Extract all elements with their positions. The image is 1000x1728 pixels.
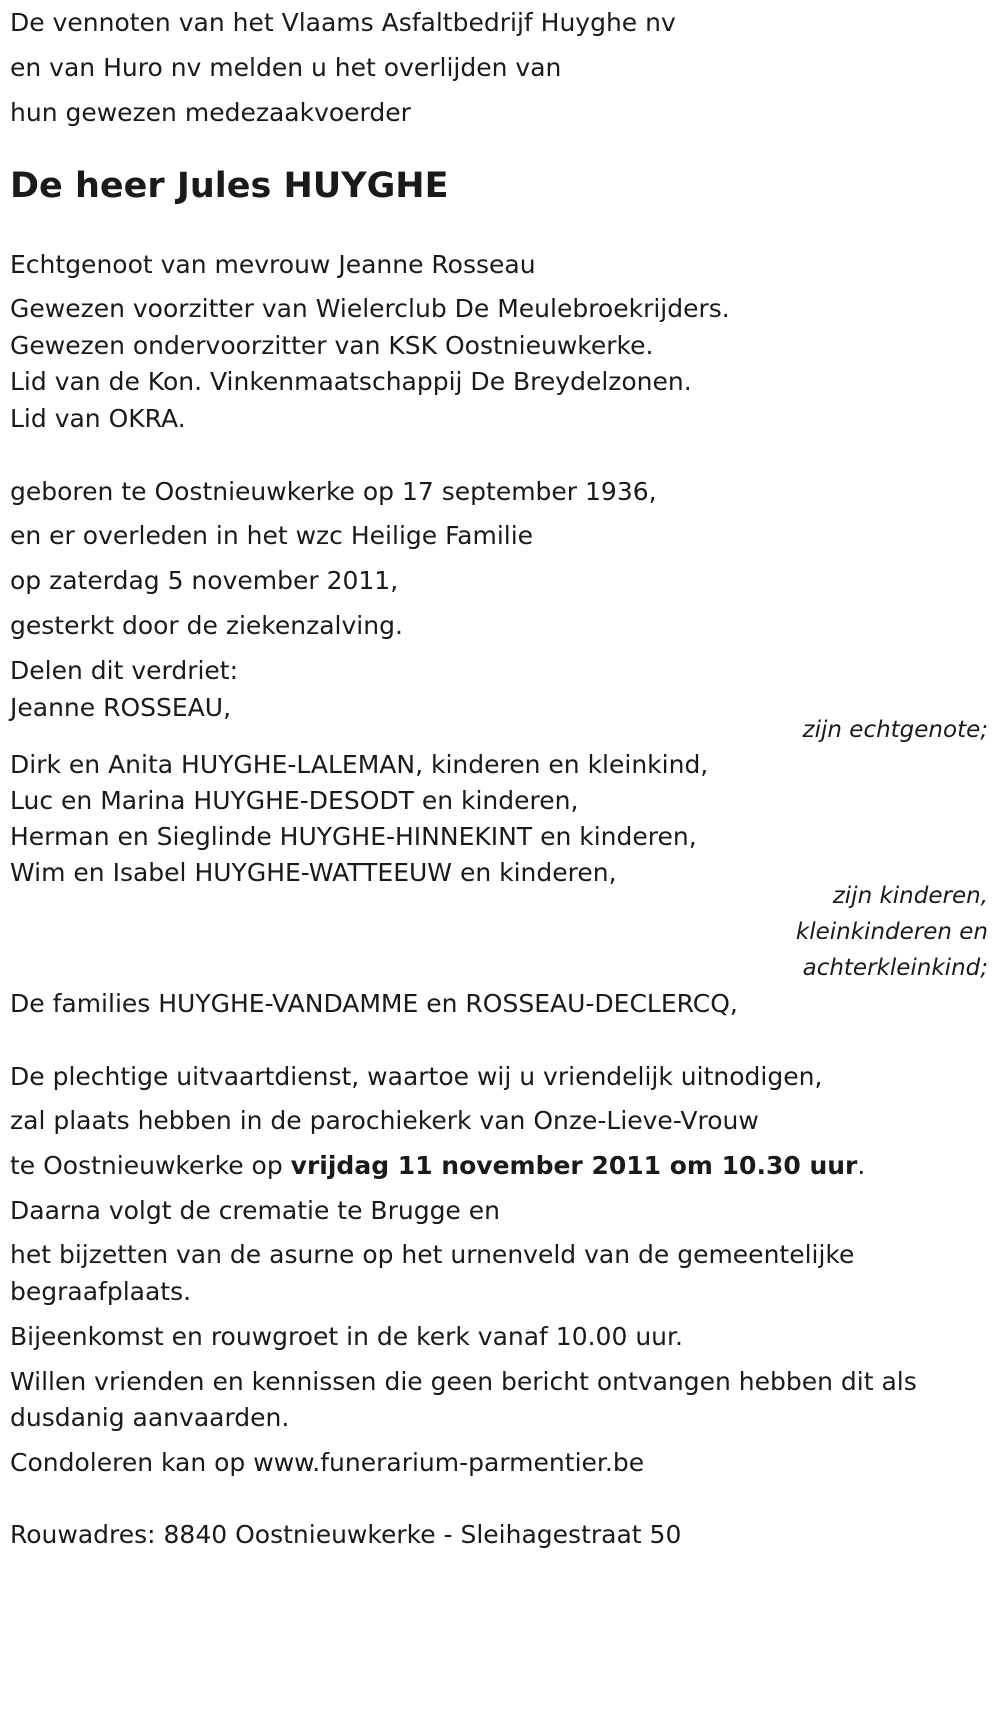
birth-line: geboren te Oostnieuwkerke op 17 september 1936, — [10, 477, 657, 506]
child-line-3: Herman en Sieglinde HUYGHE-HINNEKINT en kinderen, — [10, 822, 697, 851]
service-date-suffix: . — [857, 1151, 866, 1180]
deceased-name: De heer Jules HUYGHE — [10, 166, 449, 206]
role-line-1: Gewezen voorzitter van Wielerclub De Meulebroekrijders. — [10, 294, 730, 323]
notice-line-2: dusdanig aanvaarden. — [10, 1403, 290, 1432]
intro-line-1: De vennoten van het Vlaams Asfaltbedrijf Huyghe nv — [10, 8, 676, 37]
service-date-prefix: te Oostnieuwkerke op — [10, 1151, 291, 1180]
spouse-name: Jeanne ROSSEAU, — [10, 693, 232, 722]
families-line: De families HUYGHE-VANDAMME en ROSSEAU-DECLERCQ, — [10, 989, 738, 1018]
service-line-3 — [10, 1151, 865, 1181]
gathering-line: Bijeenkomst en rouwgroet in de kerk vanaf 10.00 uur. — [10, 1322, 683, 1351]
cremation-line: Daarna volgt de crematie te Brugge en — [10, 1196, 500, 1225]
notice-line-1: Willen vrienden en kennissen die geen bericht ontvangen hebben dit als — [10, 1367, 917, 1396]
mourners-heading: Delen dit verdriet: — [10, 656, 239, 685]
role-line-4: Lid van OKRA. — [10, 404, 186, 433]
spouse-line: Echtgenoot van mevrouw Jeanne Rosseau — [10, 250, 536, 279]
child-line-2: Luc en Marina HUYGHE-DESODT en kinderen, — [10, 786, 579, 815]
intro-line-2: en van Huro nv melden u het overlijden van — [10, 53, 562, 82]
death-date-line: op zaterdag 5 november 2011, — [10, 566, 399, 595]
intro-line-3: hun gewezen medezaakvoerder — [10, 98, 411, 127]
condolence-line: Condoleren kan op www.funerarium-parmentier.be — [10, 1448, 645, 1477]
children-relation-3: achterkleinkind; — [802, 955, 988, 981]
sacrament-line: gesterkt door de ziekenzalving. — [10, 611, 403, 640]
service-line-1: De plechtige uitvaartdienst, waartoe wij u vriendelijk uitnodigen, — [10, 1062, 823, 1091]
urn-line-2: begraafplaats. — [10, 1277, 192, 1306]
urn-line-1: het bijzetten van de asurne op het urnenveld van de gemeentelijke — [10, 1240, 855, 1269]
role-line-2: Gewezen ondervoorzitter van KSK Oostnieuwkerke. — [10, 331, 654, 360]
address-line: Rouwadres: 8840 Oostnieuwkerke - Sleihagestraat 50 — [10, 1520, 682, 1549]
role-line-3: Lid van de Kon. Vinkenmaatschappij De Breydelzonen. — [10, 367, 692, 396]
service-line-2: zal plaats hebben in de parochiekerk van Onze-Lieve-Vrouw — [10, 1106, 759, 1135]
spouse-relation: zijn echtgenote; — [802, 717, 988, 743]
death-place-line: en er overleden in het wzc Heilige Familie — [10, 521, 534, 550]
children-relation-2: kleinkinderen en — [795, 919, 988, 945]
service-date: vrijdag 11 november 2011 om 10.30 uur — [290, 1151, 858, 1180]
children-relation-1: zijn kinderen, — [832, 883, 988, 909]
child-line-4: Wim en Isabel HUYGHE-WATTEEUW en kinderen, — [10, 858, 617, 887]
child-line-1: Dirk en Anita HUYGHE-LALEMAN, kinderen en kleinkind, — [10, 750, 709, 779]
